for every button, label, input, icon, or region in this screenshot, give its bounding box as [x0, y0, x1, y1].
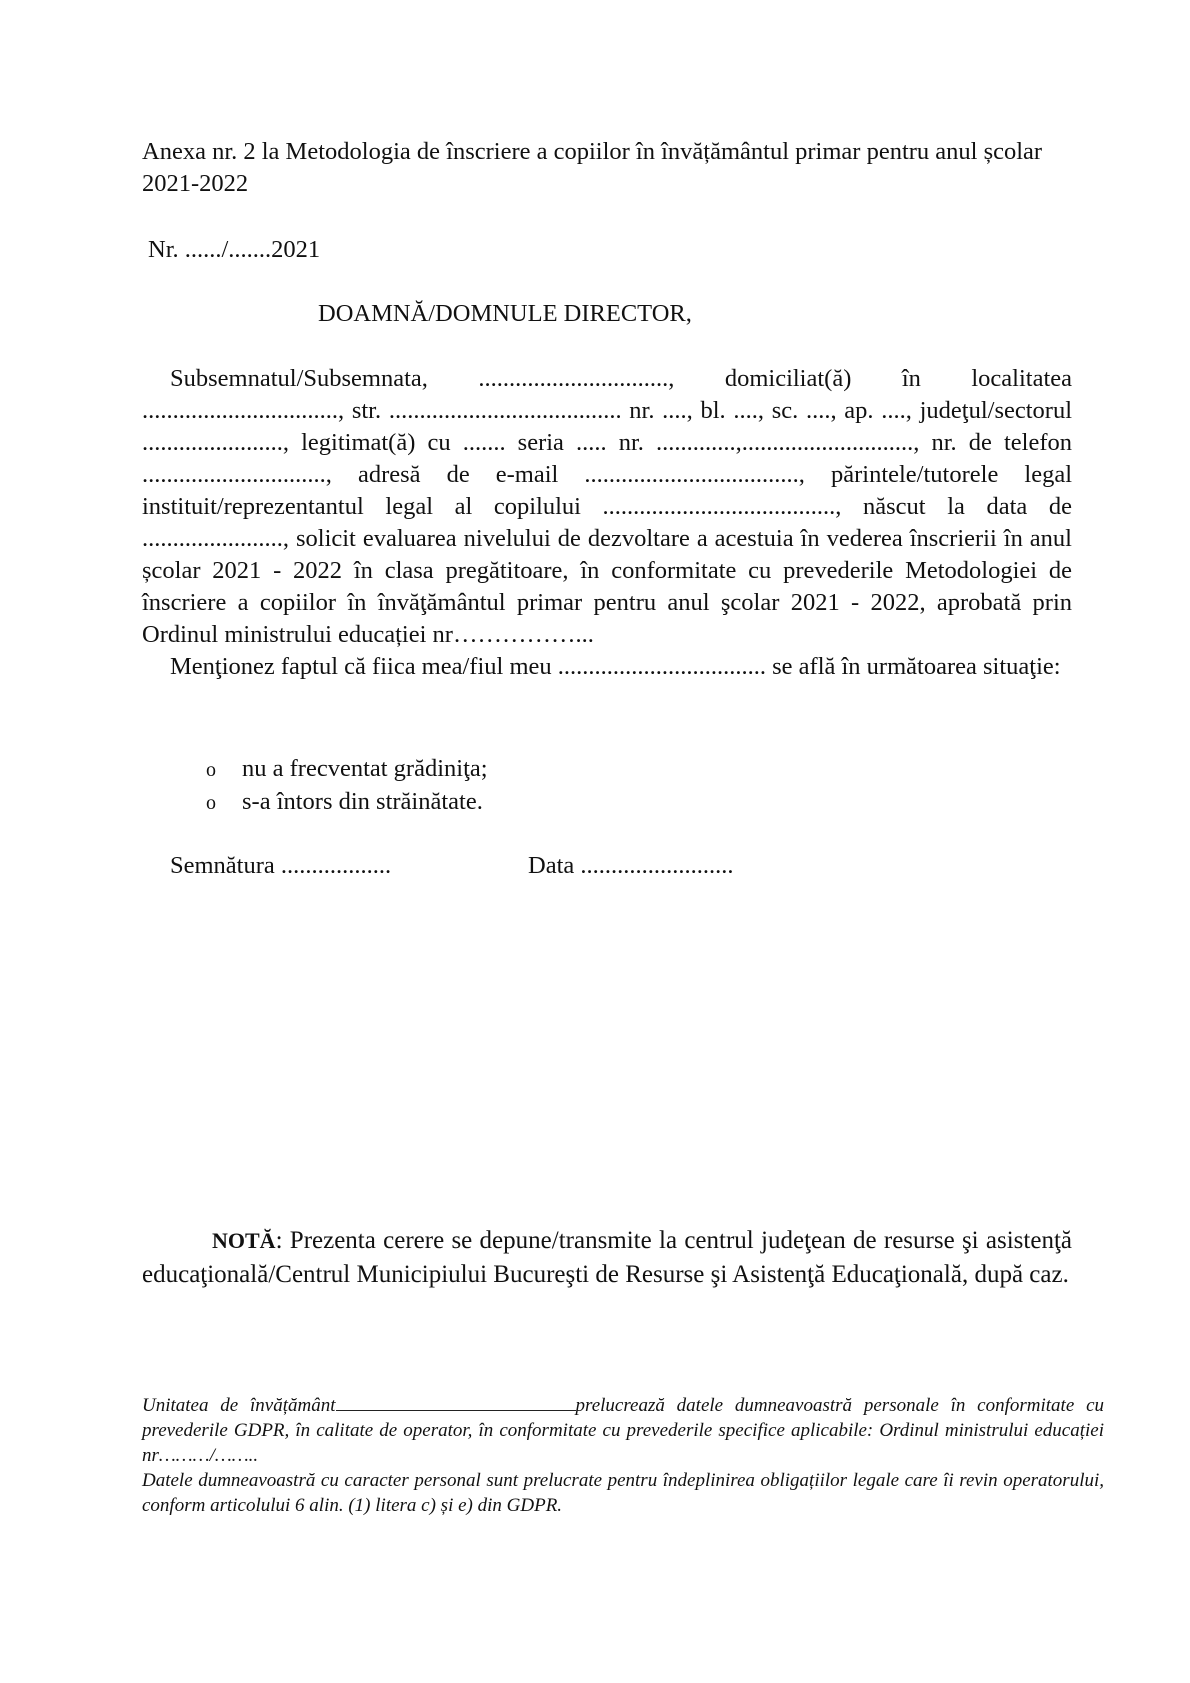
reference-number: Nr. ....../.......2021	[148, 236, 321, 263]
gdpr-paragraph-1	[142, 1393, 1104, 1468]
option-item	[206, 753, 488, 786]
note-paragraph	[142, 1224, 1072, 1292]
request-body	[142, 363, 1072, 683]
option-label: s-a întors din străinătate.	[242, 788, 483, 815]
option-label: nu a frecventat grădiniţa;	[242, 755, 488, 782]
note-label: NOTĂ	[212, 1228, 276, 1253]
circle-bullet-icon: o	[206, 792, 216, 814]
unit-name-blank	[336, 1394, 576, 1411]
annex-title: Anexa nr. 2 la Metodologia de înscriere a copiilor în învățământul primar pentru anul școlar 2021-2022	[142, 138, 1043, 197]
note-text: : Prezenta cerere se depune/transmite la centrul judeţean de resurse şi asistenţă educaţională/Centrul Municipiului Bucureşti de Resurse şi Asistenţă Educaţională, după caz.	[142, 1227, 1072, 1288]
gdpr-paragraph-2: Datele dumneavoastră cu caracter personal sunt prelucrate pentru îndeplinirea obligațiilor legale care îi revin operatorului, conform articolului 6 alin. (1) litera c) și e) din GDPR.	[142, 1470, 1104, 1516]
request-paragraph: Subsemnatul/Subsemnata, ..............................., domiciliat(ă) în localitatea ................................, str. ...................................... nr. ...., bl. ...., sc. ...., ap. ...., judeţul/sectorul ......................., legitimat(ă) cu ....... seria ..... nr. .............,............................, nr. de telefon .............................., adresă de e-mail ..................................., părintele/tutorele legal instituit/reprezentantul legal al copilului ......................................, născut la data de ......................., solicit evaluarea nivelului de dezvoltare a acestuia în vederea înscrierii în anul școlar 2021 - 2022 în clasa pregătitoare, în conformitate cu prevederile Metodologiei de înscriere a copiilor în învăţământul primar pentru anul şcolar 2021 - 2022, aprobată prin Ordinul ministrului educației nr……………...	[142, 365, 1072, 648]
gdpr-notice	[142, 1393, 1104, 1518]
signature-row	[170, 850, 734, 882]
circle-bullet-icon: o	[206, 759, 216, 781]
date-field: Data .........................	[528, 852, 734, 879]
signature-field: Semnătura ..................	[170, 852, 392, 879]
gdpr-unit-prefix: Unitatea de învățământ	[142, 1395, 336, 1416]
gdpr-unit-suffix: prelucrează datele dumneavoastră personale în conformitate cu prevederile GDPR, în calitate de operator, în conformitate cu prevederile specifice aplicabile: Ordinul ministrului educației nr………/……..	[142, 1395, 1105, 1466]
situation-options	[206, 753, 488, 819]
salutation: DOAMNĂ/DOMNULE DIRECTOR,	[318, 300, 692, 327]
situation-paragraph: Menţionez faptul că fiica mea/fiul meu .................................. se află în următoarea situaţie:	[170, 653, 1061, 680]
option-item	[206, 786, 488, 819]
